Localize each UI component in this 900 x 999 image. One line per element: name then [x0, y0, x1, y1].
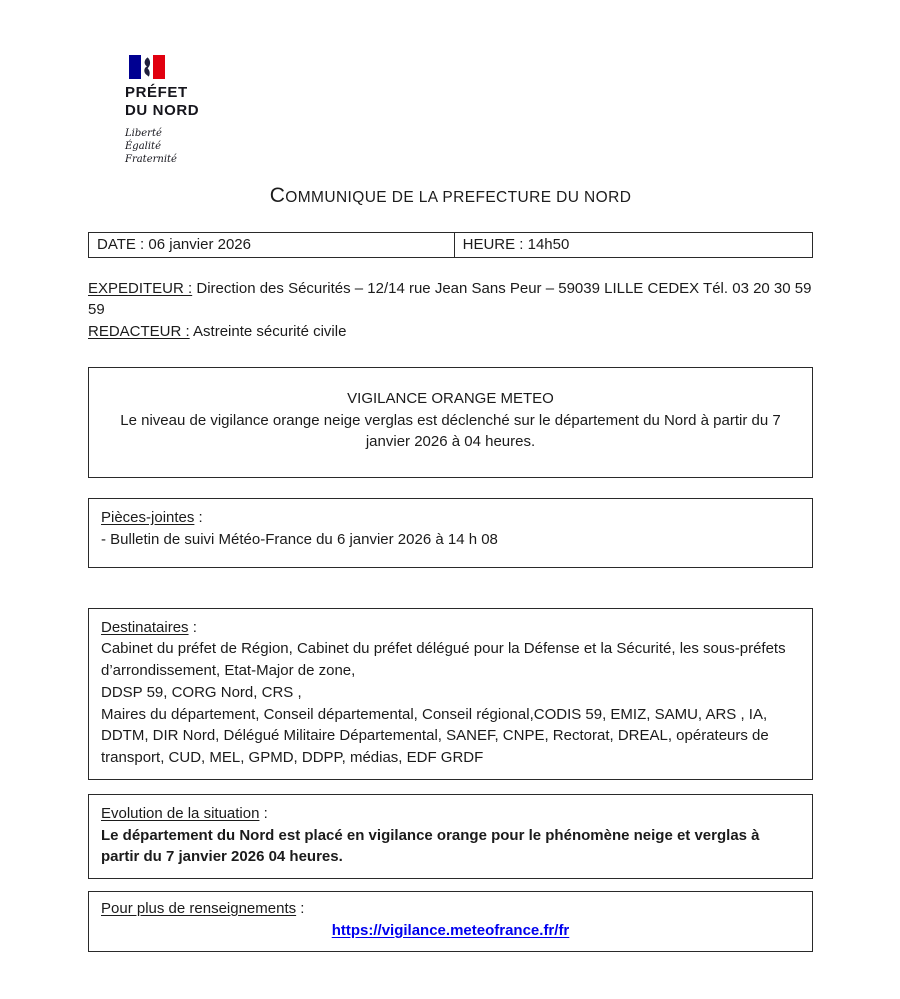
logo-motto [125, 127, 813, 166]
date-label: DATE : [97, 235, 145, 253]
logo-name-line1: PRÉFET [125, 84, 188, 101]
evolution-label: Evolution de la situation [101, 804, 260, 822]
recipients-colon: : [188, 618, 197, 636]
recipients-line: DDSP 59, CORG Nord, CRS , [101, 683, 302, 701]
attachments-box [88, 498, 813, 568]
expediteur-label: EXPEDITEUR : [88, 279, 193, 297]
motto-egalite: Égalité [125, 140, 161, 152]
date-cell [89, 232, 455, 257]
info-label: Pour plus de renseignements [101, 900, 297, 918]
attachments-label: Pièces-jointes [101, 509, 195, 527]
redacteur-line [88, 321, 813, 343]
french-flag-icon [128, 55, 166, 79]
redacteur-text: Astreinte sécurité civile [193, 323, 347, 341]
recipients-label: Destinataires [101, 618, 189, 636]
evolution-heading [101, 803, 800, 825]
expediteur-line [88, 278, 813, 322]
vigilance-body: Le niveau de vigilance orange neige verglas est déclenché sur le département du Nord à partir du 7 janvier 2026 à 04 heures. [120, 411, 781, 451]
motto-fraternite: Fraternité [125, 153, 177, 165]
attachment-item: - Bulletin de suivi Météo-France du 6 janvier 2026 à 14 h 08 [101, 530, 498, 548]
date-time-table [88, 232, 813, 258]
info-link-row [101, 920, 800, 942]
prefecture-logo [125, 0, 813, 166]
recipients-heading [101, 617, 800, 639]
recipients-line: Maires du département, Conseil départemental, Conseil régional,CODIS 59, EMIZ, SAMU, ARS , IA, DDTM, DIR Nord, Délégué Militaire Départemental, SANEF, CNPE, Rectorat, DREAL, opérateurs de transport, CUD, MEL, GPMD, DDPP, médias, EDF GRDF [101, 705, 769, 767]
recipients-line: Cabinet du préfet de Région, Cabinet du préfet délégué pour la Défense et la Sécurité, les sous-préfets d’arrondissement, Etat-Major de zone, [101, 640, 786, 680]
title-text: OMMUNIQUE DE LA PREFECTURE DU NORD [285, 188, 632, 206]
attachments-colon: : [194, 509, 203, 527]
evolution-box [88, 794, 813, 879]
motto-liberte: Liberté [125, 127, 162, 139]
document-title [88, 184, 813, 208]
logo-name-line2: DU NORD [125, 102, 200, 120]
title-initial-letter: C [269, 183, 286, 207]
vigilance-title: VIGILANCE ORANGE METEO [347, 389, 554, 407]
expediteur-text: Direction des Sécurités – 12/14 rue Jean Sans Peur – 59039 LILLE CEDEX Tél. 03 20 30 59 59 [88, 279, 812, 319]
time-value: 14h50 [527, 235, 570, 253]
sender-block [88, 278, 813, 343]
time-label: HEURE : [462, 235, 524, 253]
attachments-heading [101, 507, 800, 529]
vigilance-meteofrance-link[interactable]: https://vigilance.meteofrance.fr/fr [331, 921, 570, 939]
time-cell [454, 232, 812, 257]
recipients-box [88, 608, 813, 780]
redacteur-label: REDACTEUR : [88, 323, 190, 341]
document-content [88, 0, 813, 952]
date-value: 06 janvier 2026 [148, 235, 251, 253]
evolution-colon: : [259, 804, 268, 822]
info-colon: : [296, 900, 305, 918]
more-info-box [88, 891, 813, 952]
evolution-body: Le département du Nord est placé en vigilance orange pour le phénomène neige et verglas à partir du 7 janvier 2026 04 heures. [101, 826, 760, 866]
date-time-row [89, 232, 813, 257]
info-heading [101, 898, 800, 920]
vigilance-box [88, 367, 813, 478]
